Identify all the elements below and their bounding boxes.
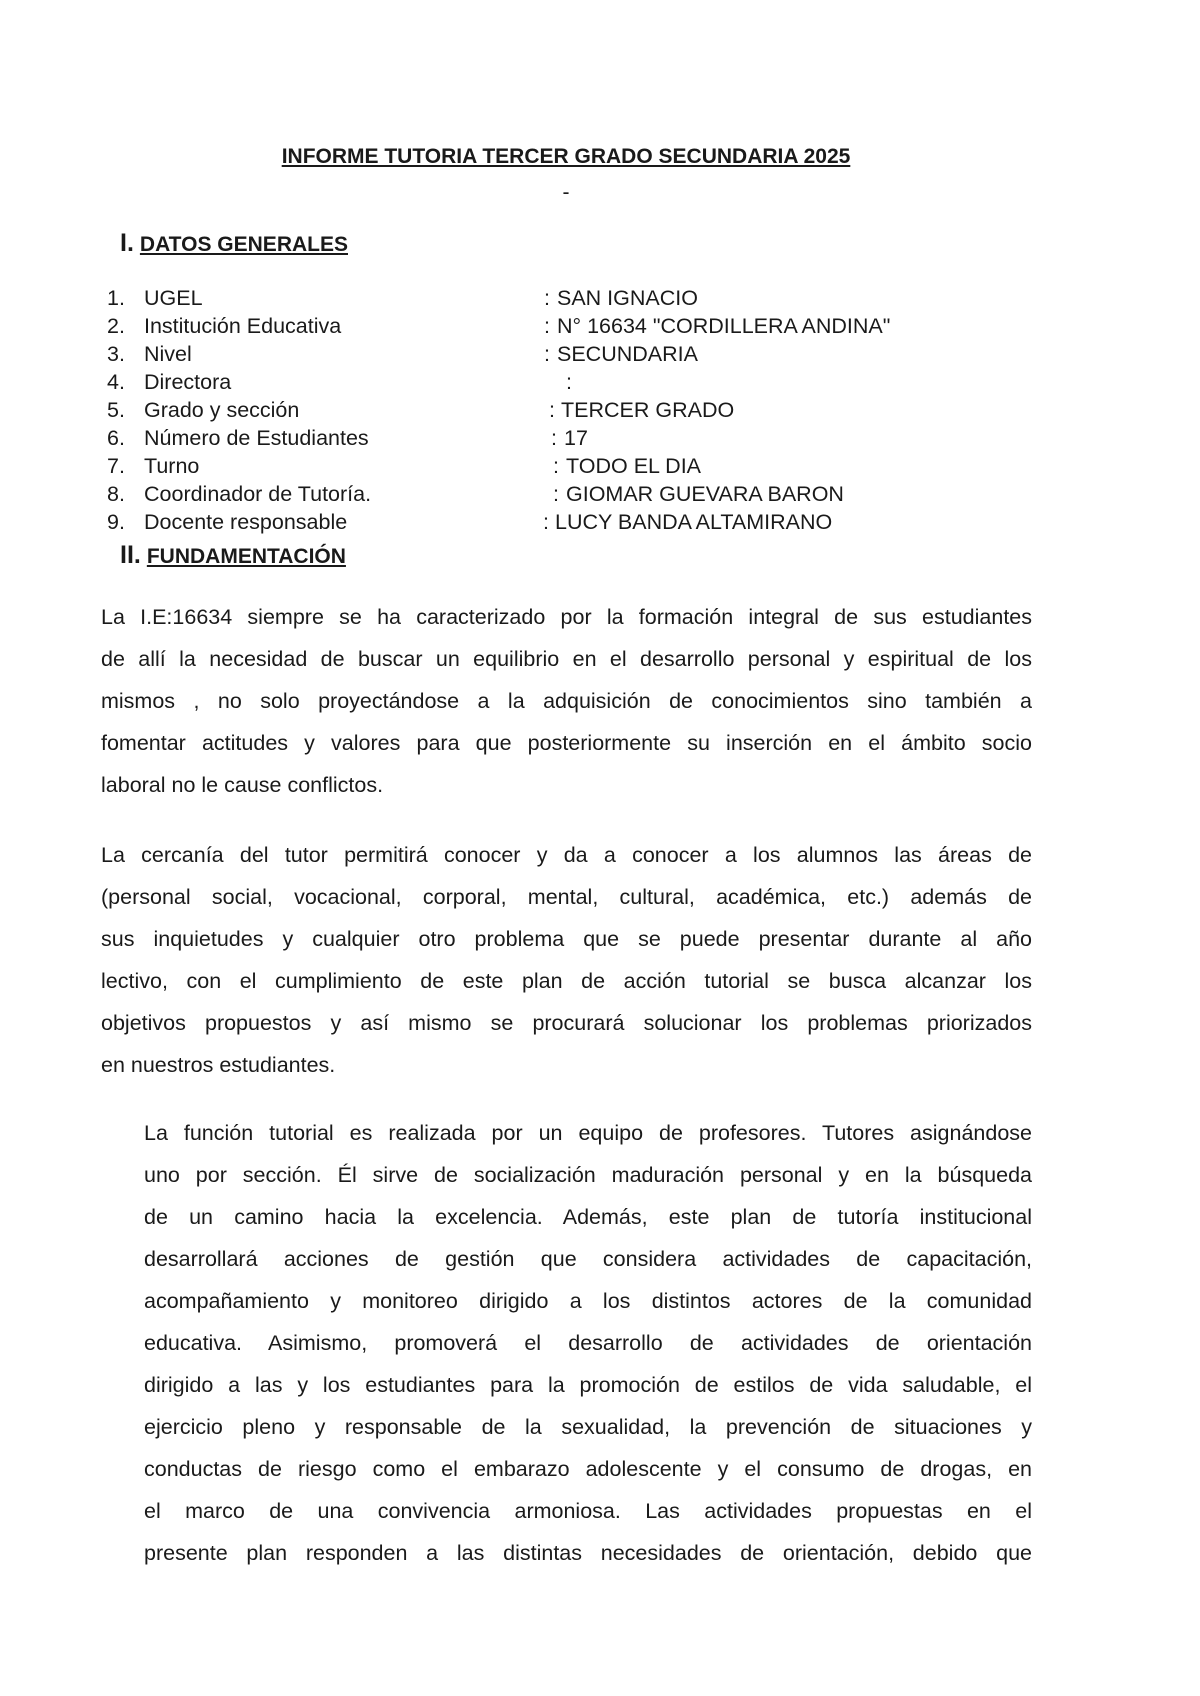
item-value: TERCER GRADO [561, 398, 735, 422]
section-heading-datos-generales [120, 230, 348, 258]
item-colon: : [544, 286, 550, 310]
item-number: 3. [107, 342, 125, 366]
section-title: FUNDAMENTACIÓN [146, 545, 346, 568]
item-colon: : [549, 398, 555, 422]
item-label: Institución Educativa [144, 314, 342, 338]
section-heading-fundamentacion [120, 542, 346, 570]
paragraph-line: La función tutorial es realizada por un equipo de profesores. Tutores asignándose [144, 1121, 1032, 1145]
item-colon: : [544, 342, 550, 366]
item-number: 4. [107, 370, 125, 394]
item-value: 17 [564, 426, 588, 450]
item-label: Docente responsable [144, 510, 348, 534]
item-number: 2. [107, 314, 125, 338]
item-label: Nivel [144, 342, 192, 366]
paragraph-1 [101, 596, 1032, 806]
paragraph-3 [144, 1112, 1032, 1574]
item-label: Turno [144, 454, 200, 478]
item-colon: : [553, 454, 559, 478]
paragraph-line: sus inquietudes y cualquier otro problema que se puede presentar durante al año [101, 927, 1032, 951]
document-title: INFORME TUTORIA TERCER GRADO SECUNDARIA 2025 [281, 145, 851, 168]
section-numeral: I. [120, 229, 134, 257]
item-label: Número de Estudiantes [144, 426, 369, 450]
paragraph-line: en nuestros estudiantes. [101, 1053, 336, 1077]
item-number: 1. [107, 286, 125, 310]
item-number: 6. [107, 426, 125, 450]
paragraph-line: acompañamiento y monitoreo dirigido a los distintos actores de la comunidad [144, 1289, 1032, 1313]
paragraph-line: lectivo, con el cumplimiento de este plan de acción tutorial se busca alcanzar los [101, 969, 1032, 993]
title-dash: - [562, 181, 570, 204]
paragraph-line: el marco de una convivencia armoniosa. Las actividades propuestas en el [144, 1499, 1032, 1523]
paragraph-line: uno por sección. Él sirve de socialización maduración personal y en la búsqueda [144, 1163, 1032, 1187]
item-value: LUCY BANDA ALTAMIRANO [555, 510, 833, 534]
paragraph-line: laboral no le cause conflictos. [101, 773, 384, 797]
paragraph-line: conductas de riesgo como el embarazo adolescente y el consumo de drogas, en [144, 1457, 1032, 1481]
paragraph-line: educativa. Asimismo, promoverá el desarrollo de actividades de orientación [144, 1331, 1032, 1355]
item-value: TODO EL DIA [566, 454, 702, 478]
item-colon: : [553, 482, 559, 506]
paragraph-line: fomentar actitudes y valores para que posteriormente su inserción en el ámbito socio [101, 731, 1032, 755]
item-label: Directora [144, 370, 232, 394]
section-numeral: II. [120, 541, 141, 569]
paragraph-line: ejercicio pleno y responsable de la sexualidad, la prevención de situaciones y [144, 1415, 1032, 1439]
paragraph-line: mismos , no solo proyectándose a la adquisición de conocimientos sino también a [101, 689, 1032, 713]
item-label: Coordinador de Tutoría. [144, 482, 372, 506]
paragraph-line: (personal social, vocacional, corporal, mental, cultural, académica, etc.) además de [101, 885, 1032, 909]
item-label: UGEL [144, 286, 203, 310]
paragraph-line: dirigido a las y los estudiantes para la promoción de estilos de vida saludable, el [144, 1373, 1032, 1397]
item-colon: : [566, 370, 572, 394]
item-number: 9. [107, 510, 125, 534]
paragraph-line: de un camino hacia la excelencia. Además, este plan de tutoría institucional [144, 1205, 1032, 1229]
paragraph-line: de allí la necesidad de buscar un equilibrio en el desarrollo personal y espiritual de los [101, 647, 1032, 671]
paragraph-line: La I.E:16634 siempre se ha caracterizado por la formación integral de sus estudiantes [101, 605, 1032, 629]
paragraph-line: desarrollará acciones de gestión que considera actividades de capacitación, [144, 1247, 1032, 1271]
section-title: DATOS GENERALES [139, 233, 348, 256]
paragraph-2 [101, 834, 1032, 1086]
item-value: SAN IGNACIO [557, 286, 698, 310]
item-number: 8. [107, 482, 125, 506]
item-label: Grado y sección [144, 398, 300, 422]
item-number: 7. [107, 454, 125, 478]
paragraph-line: presente plan responden a las distintas necesidades de orientación, debido que [144, 1541, 1032, 1565]
item-colon: : [544, 314, 550, 338]
paragraph-line: objetivos propuestos y así mismo se procurará solucionar los problemas priorizados [101, 1011, 1032, 1035]
paragraph-line: La cercanía del tutor permitirá conocer y da a conocer a los alumnos las áreas de [101, 843, 1032, 867]
item-number: 5. [107, 398, 125, 422]
item-value: N° 16634 "CORDILLERA ANDINA" [557, 314, 891, 338]
item-value: GIOMAR GUEVARA BARON [566, 482, 844, 506]
item-value: SECUNDARIA [557, 342, 698, 366]
item-colon: : [543, 510, 549, 534]
item-colon: : [551, 426, 557, 450]
